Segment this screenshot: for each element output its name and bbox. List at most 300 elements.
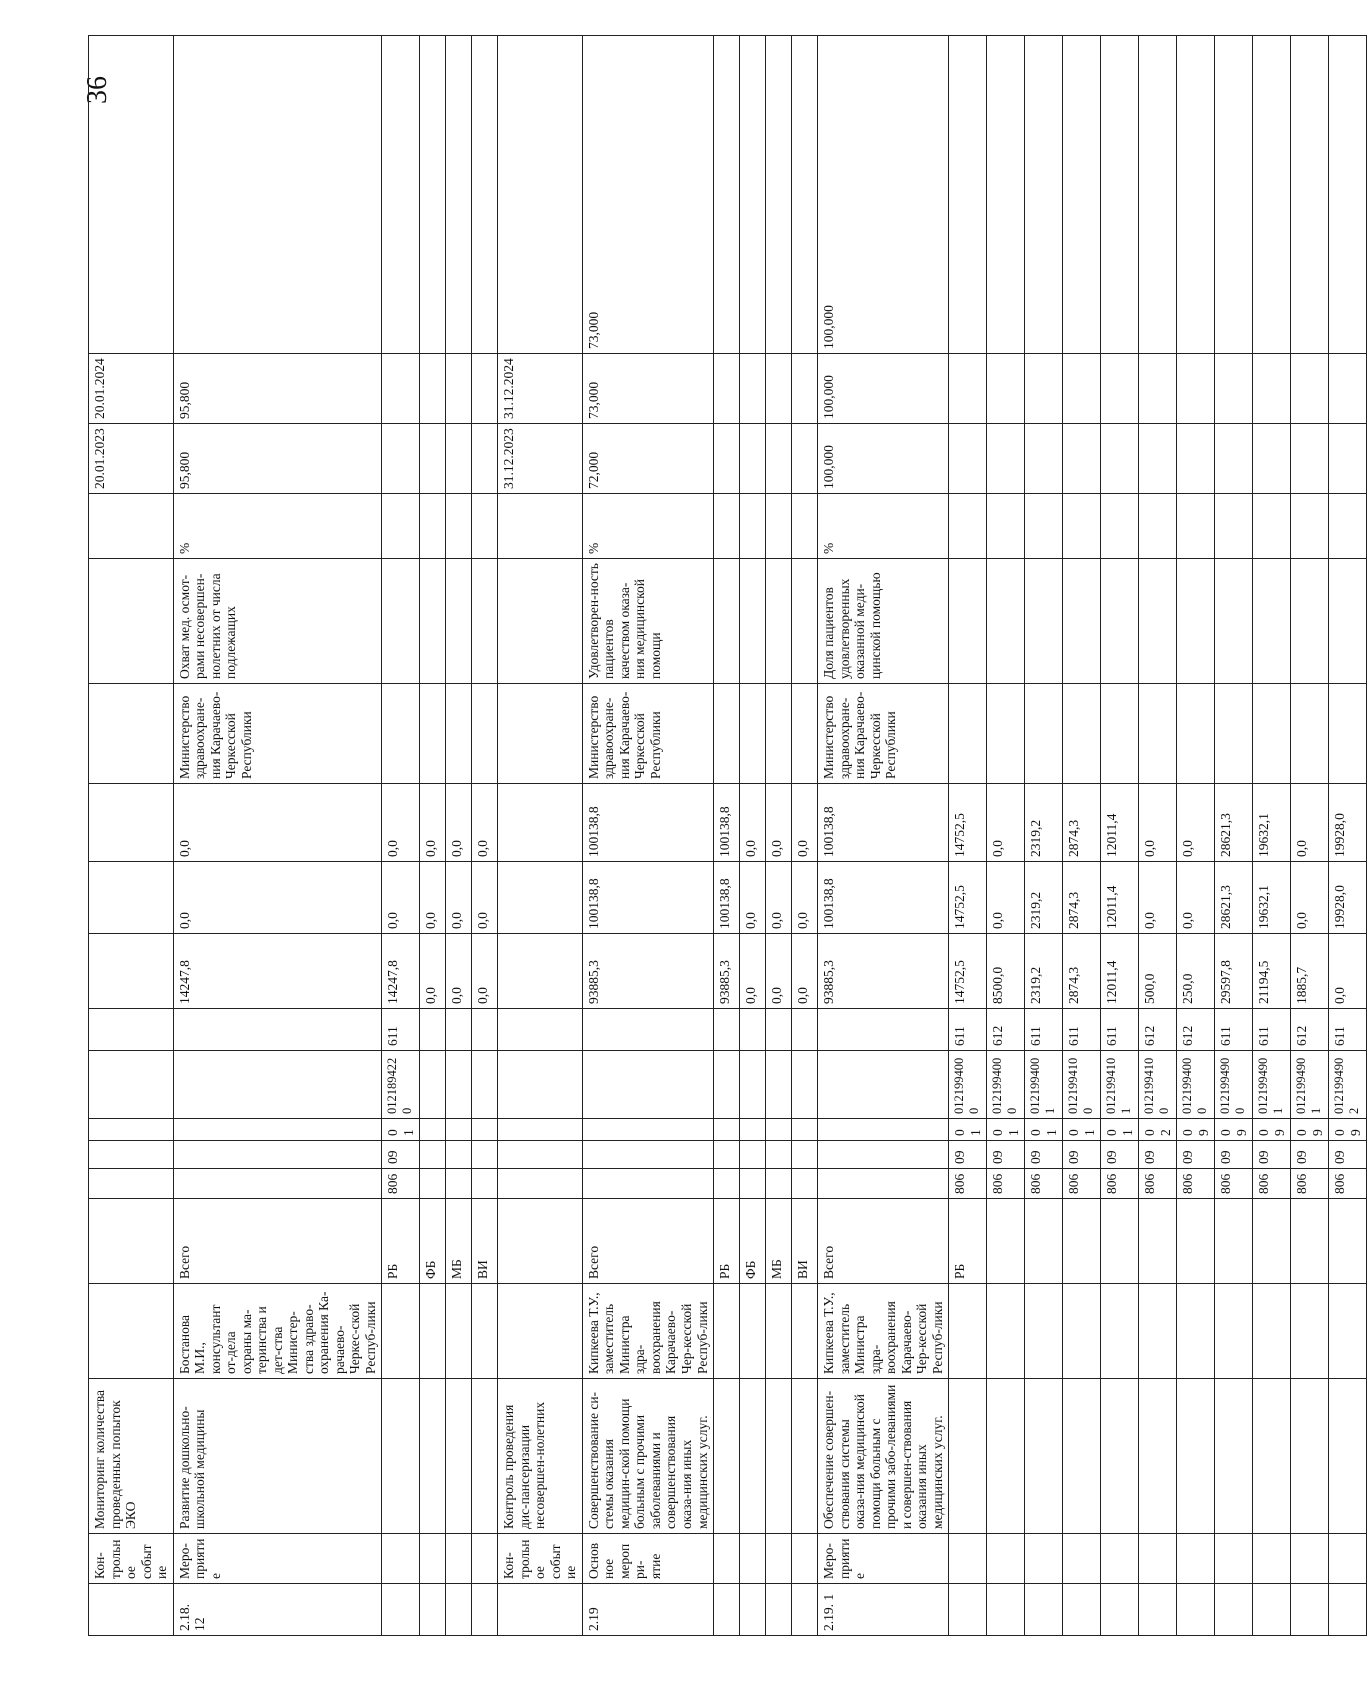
cell-num xyxy=(987,1584,1025,1636)
cell-rz: 09 xyxy=(949,1141,987,1169)
cell-type xyxy=(949,1534,987,1584)
cell-indicator: Удовлетворен-ность пациентов качеством оказа-ния медицинской помощи xyxy=(582,559,713,684)
cell-resp xyxy=(740,1284,766,1379)
cell-src: ВИ xyxy=(792,1199,818,1284)
cell-src xyxy=(1101,1199,1139,1284)
cell-pr: 01 xyxy=(1025,1119,1063,1141)
cell-s3: 14752,5 xyxy=(949,784,987,862)
cell-grbs xyxy=(446,1169,472,1199)
table-row xyxy=(1025,36,1063,1636)
cell-exec xyxy=(89,684,174,784)
cell-exec: Министерство здравоохране-ния Карачаево-Черкесской Республики xyxy=(582,684,713,784)
table-row xyxy=(582,36,713,1636)
cell-s3: 0,0 xyxy=(382,784,420,862)
cell-csr xyxy=(446,1051,472,1119)
cell-s1: 12011,4 xyxy=(1101,934,1139,1009)
cell-name xyxy=(382,1379,420,1534)
cell-num xyxy=(1253,1584,1291,1636)
cell-name xyxy=(740,1379,766,1534)
cell-indicator xyxy=(498,559,583,684)
cell-rz xyxy=(420,1141,446,1169)
cell-exec xyxy=(1063,684,1101,784)
cell-v3 xyxy=(714,36,740,354)
cell-type xyxy=(1329,1534,1367,1584)
cell-rz xyxy=(582,1141,713,1169)
cell-s2: 0,0 xyxy=(472,862,498,934)
cell-s1 xyxy=(89,934,174,1009)
cell-s3: 12011,4 xyxy=(1101,784,1139,862)
cell-s2: 0,0 xyxy=(740,862,766,934)
cell-exec xyxy=(1139,684,1177,784)
cell-v1: 72,000 xyxy=(582,424,713,494)
cell-unit xyxy=(1063,494,1101,559)
cell-type xyxy=(1291,1534,1329,1584)
cell-v3 xyxy=(949,36,987,354)
cell-csr: 012189422 0 xyxy=(382,1051,420,1119)
cell-unit xyxy=(792,494,818,559)
cell-csr: 012199490 2 xyxy=(1329,1051,1367,1119)
cell-exec xyxy=(472,684,498,784)
cell-vr xyxy=(740,1009,766,1051)
cell-resp xyxy=(420,1284,446,1379)
table-row xyxy=(1215,36,1253,1636)
cell-name xyxy=(949,1379,987,1534)
cell-num xyxy=(949,1584,987,1636)
table-row xyxy=(1291,36,1329,1636)
cell-rz xyxy=(818,1141,949,1169)
document-frame xyxy=(88,56,1363,1636)
cell-v3: 73,000 xyxy=(582,36,713,354)
cell-grbs xyxy=(420,1169,446,1199)
cell-v1 xyxy=(446,424,472,494)
cell-v1 xyxy=(472,424,498,494)
cell-resp: Кипкеева Т.У., заместитель Министра здра-воохранения Карачаево-Чер-кесской Респуб-лики xyxy=(818,1284,949,1379)
cell-s1: 0,0 xyxy=(766,934,792,1009)
cell-v1 xyxy=(740,424,766,494)
cell-vr xyxy=(420,1009,446,1051)
cell-src: РБ xyxy=(714,1199,740,1284)
cell-vr: 612 xyxy=(1177,1009,1215,1051)
cell-v3 xyxy=(472,36,498,354)
cell-v2: 95,800 xyxy=(173,354,382,424)
cell-s1: 0,0 xyxy=(446,934,472,1009)
cell-v1 xyxy=(714,424,740,494)
cell-v1: 100,000 xyxy=(818,424,949,494)
table-row xyxy=(792,36,818,1636)
cell-s3: 0,0 xyxy=(420,784,446,862)
cell-v2 xyxy=(472,354,498,424)
cell-pr xyxy=(792,1119,818,1141)
cell-v2 xyxy=(382,354,420,424)
cell-resp xyxy=(89,1284,174,1379)
cell-csr xyxy=(173,1051,382,1119)
cell-s1: 14752,5 xyxy=(949,934,987,1009)
cell-type xyxy=(1025,1534,1063,1584)
cell-s2: 0,0 xyxy=(382,862,420,934)
cell-unit: % xyxy=(818,494,949,559)
cell-name xyxy=(1329,1379,1367,1534)
cell-s2: 0,0 xyxy=(1177,862,1215,934)
cell-v2 xyxy=(740,354,766,424)
cell-rz xyxy=(740,1141,766,1169)
cell-s3: 19632,1 xyxy=(1253,784,1291,862)
cell-indicator xyxy=(472,559,498,684)
cell-unit xyxy=(1329,494,1367,559)
cell-name xyxy=(766,1379,792,1534)
cell-type xyxy=(420,1534,446,1584)
cell-grbs: 806 xyxy=(1291,1169,1329,1199)
cell-src: Всего xyxy=(582,1199,713,1284)
cell-name xyxy=(714,1379,740,1534)
cell-rz: 09 xyxy=(1063,1141,1101,1169)
cell-unit: % xyxy=(173,494,382,559)
cell-num xyxy=(1139,1584,1177,1636)
cell-v2: 73,000 xyxy=(582,354,713,424)
cell-s1: 1885,7 xyxy=(1291,934,1329,1009)
cell-unit xyxy=(498,494,583,559)
cell-rz xyxy=(472,1141,498,1169)
cell-resp xyxy=(1139,1284,1177,1379)
cell-pr xyxy=(714,1119,740,1141)
cell-s3: 0,0 xyxy=(1177,784,1215,862)
cell-type: Основное меропри-ятие xyxy=(582,1534,713,1584)
cell-v2 xyxy=(792,354,818,424)
cell-grbs xyxy=(173,1169,382,1199)
cell-s1: 93885,3 xyxy=(582,934,713,1009)
cell-num xyxy=(446,1584,472,1636)
cell-unit xyxy=(382,494,420,559)
cell-resp xyxy=(766,1284,792,1379)
cell-v2 xyxy=(1139,354,1177,424)
cell-s3: 0,0 xyxy=(766,784,792,862)
cell-vr: 611 xyxy=(1101,1009,1139,1051)
cell-vr xyxy=(792,1009,818,1051)
cell-pr xyxy=(818,1119,949,1141)
cell-num xyxy=(740,1584,766,1636)
cell-s1: 93885,3 xyxy=(818,934,949,1009)
cell-csr xyxy=(498,1051,583,1119)
cell-v1 xyxy=(1329,424,1367,494)
cell-v1 xyxy=(1063,424,1101,494)
cell-name xyxy=(420,1379,446,1534)
cell-src xyxy=(1139,1199,1177,1284)
cell-name: Контроль проведения дис-пансеризации несовершен-нолетних xyxy=(498,1379,583,1534)
cell-num xyxy=(420,1584,446,1636)
cell-v3 xyxy=(1101,36,1139,354)
cell-csr: 012199410 0 xyxy=(1139,1051,1177,1119)
cell-type: Меро-приятие xyxy=(173,1534,382,1584)
cell-pr: 01 xyxy=(987,1119,1025,1141)
cell-rz: 09 xyxy=(1215,1141,1253,1169)
cell-src xyxy=(1215,1199,1253,1284)
cell-indicator xyxy=(1253,559,1291,684)
cell-pr: 01 xyxy=(382,1119,420,1141)
cell-src: РБ xyxy=(382,1199,420,1284)
cell-src xyxy=(89,1199,174,1284)
table-row xyxy=(987,36,1025,1636)
cell-s2: 0,0 xyxy=(446,862,472,934)
cell-v3 xyxy=(1215,36,1253,354)
cell-s1: 0,0 xyxy=(420,934,446,1009)
cell-s1: 8500,0 xyxy=(987,934,1025,1009)
cell-grbs: 806 xyxy=(1025,1169,1063,1199)
cell-resp xyxy=(1291,1284,1329,1379)
cell-type xyxy=(792,1534,818,1584)
cell-unit xyxy=(1291,494,1329,559)
cell-num: 2.19. 1 xyxy=(818,1584,949,1636)
cell-type xyxy=(714,1534,740,1584)
cell-vr: 612 xyxy=(1291,1009,1329,1051)
cell-grbs: 806 xyxy=(1253,1169,1291,1199)
cell-s3: 0,0 xyxy=(792,784,818,862)
cell-indicator xyxy=(949,559,987,684)
cell-s3: 0,0 xyxy=(987,784,1025,862)
cell-vr: 611 xyxy=(1253,1009,1291,1051)
cell-src xyxy=(1063,1199,1101,1284)
cell-exec: Министерство здравоохране-ния Карачаево-Черкесской Республики xyxy=(173,684,382,784)
cell-v1 xyxy=(987,424,1025,494)
table-row xyxy=(1177,36,1215,1636)
cell-resp xyxy=(792,1284,818,1379)
cell-num xyxy=(792,1584,818,1636)
cell-grbs xyxy=(582,1169,713,1199)
cell-s1: 0,0 xyxy=(740,934,766,1009)
cell-exec xyxy=(987,684,1025,784)
cell-grbs: 806 xyxy=(1139,1169,1177,1199)
cell-grbs xyxy=(818,1169,949,1199)
cell-csr xyxy=(714,1051,740,1119)
table-row xyxy=(420,36,446,1636)
cell-s1: 21194,5 xyxy=(1253,934,1291,1009)
cell-s1: 2319,2 xyxy=(1025,934,1063,1009)
cell-v1: 95,800 xyxy=(173,424,382,494)
cell-s3: 100138,8 xyxy=(714,784,740,862)
cell-pr: 09 xyxy=(1215,1119,1253,1141)
cell-pr: 09 xyxy=(1291,1119,1329,1141)
cell-s3: 0,0 xyxy=(173,784,382,862)
cell-csr: 012199400 1 xyxy=(1025,1051,1063,1119)
cell-indicator xyxy=(1025,559,1063,684)
cell-rz: 09 xyxy=(1253,1141,1291,1169)
cell-indicator: Охват мед. осмот-рами несовершен-нолетних от числа подлежащих xyxy=(173,559,382,684)
cell-src: Всего xyxy=(818,1199,949,1284)
cell-resp xyxy=(446,1284,472,1379)
cell-num xyxy=(1291,1584,1329,1636)
cell-indicator xyxy=(1063,559,1101,684)
cell-type xyxy=(1139,1534,1177,1584)
cell-resp xyxy=(1329,1284,1367,1379)
cell-indicator xyxy=(1139,559,1177,684)
cell-vr xyxy=(818,1009,949,1051)
cell-vr: 611 xyxy=(1025,1009,1063,1051)
cell-csr xyxy=(792,1051,818,1119)
cell-s2: 100138,8 xyxy=(818,862,949,934)
cell-s2: 0,0 xyxy=(1139,862,1177,934)
table-row xyxy=(498,36,583,1636)
cell-exec: Министерство здравоохране-ния Карачаево-Черкесской Республики xyxy=(818,684,949,784)
cell-v3 xyxy=(1139,36,1177,354)
cell-src: МБ xyxy=(766,1199,792,1284)
cell-s1: 250,0 xyxy=(1177,934,1215,1009)
table-row xyxy=(382,36,420,1636)
cell-v2 xyxy=(446,354,472,424)
cell-exec xyxy=(446,684,472,784)
cell-s3: 0,0 xyxy=(446,784,472,862)
cell-type xyxy=(382,1534,420,1584)
cell-v2: 100,000 xyxy=(818,354,949,424)
cell-s1: 0,0 xyxy=(472,934,498,1009)
cell-num xyxy=(1329,1584,1367,1636)
cell-v3 xyxy=(1025,36,1063,354)
cell-s1: 29597,8 xyxy=(1215,934,1253,1009)
cell-vr xyxy=(714,1009,740,1051)
cell-exec xyxy=(1215,684,1253,784)
cell-csr xyxy=(472,1051,498,1119)
cell-num xyxy=(89,1584,174,1636)
cell-v1 xyxy=(949,424,987,494)
cell-exec xyxy=(1101,684,1139,784)
cell-csr: 012199410 0 xyxy=(1063,1051,1101,1119)
cell-pr: 09 xyxy=(1253,1119,1291,1141)
cell-csr xyxy=(766,1051,792,1119)
cell-type xyxy=(1177,1534,1215,1584)
cell-pr xyxy=(582,1119,713,1141)
cell-name: Развитие дошкольно-школьной медицины xyxy=(173,1379,382,1534)
cell-name xyxy=(1177,1379,1215,1534)
cell-csr xyxy=(740,1051,766,1119)
cell-v3 xyxy=(498,36,583,354)
cell-v3 xyxy=(766,36,792,354)
cell-rz: 09 xyxy=(1329,1141,1367,1169)
table-row xyxy=(1063,36,1101,1636)
cell-s1: 14247,8 xyxy=(173,934,382,1009)
cell-name: Мониторинг количества проведенных попыток ЭКО xyxy=(89,1379,174,1534)
cell-num xyxy=(1063,1584,1101,1636)
cell-s2: 2874,3 xyxy=(1063,862,1101,934)
table-row xyxy=(472,36,498,1636)
cell-exec xyxy=(1329,684,1367,784)
cell-indicator xyxy=(1215,559,1253,684)
cell-resp xyxy=(472,1284,498,1379)
cell-resp: Бостанова М.И., консультант от-дела охраны ма-теринства и дет-ства Министер-ства здраво-охранения Ка-рачаево-Черкес-ской Респуб-лики xyxy=(173,1284,382,1379)
cell-type xyxy=(987,1534,1025,1584)
cell-unit xyxy=(987,494,1025,559)
cell-num xyxy=(1215,1584,1253,1636)
table-row xyxy=(1139,36,1177,1636)
cell-s2: 19928,0 xyxy=(1329,862,1367,934)
cell-resp xyxy=(382,1284,420,1379)
cell-v2 xyxy=(420,354,446,424)
cell-vr: 611 xyxy=(949,1009,987,1051)
cell-name: Обеспечение совершен-ствования системы оказа-ния медицинской помощи больным с прочими забо-леваниями и совершен-ствования оказания иных медицинских услуг. xyxy=(818,1379,949,1534)
cell-v2 xyxy=(1177,354,1215,424)
cell-grbs xyxy=(792,1169,818,1199)
cell-v1 xyxy=(1177,424,1215,494)
cell-name: Совершенствование си-стемы оказания медицин-ской помощи больным с прочими заболеваниями и совершенствования оказа-ния иных медицинских услуг. xyxy=(582,1379,713,1534)
table-row xyxy=(89,36,174,1636)
cell-unit xyxy=(89,494,174,559)
cell-s2: 19632,1 xyxy=(1253,862,1291,934)
cell-unit xyxy=(740,494,766,559)
table-row xyxy=(1101,36,1139,1636)
cell-num xyxy=(472,1584,498,1636)
table-row xyxy=(740,36,766,1636)
cell-csr: 012199490 0 xyxy=(1215,1051,1253,1119)
cell-s2: 2319,2 xyxy=(1025,862,1063,934)
cell-src: ФБ xyxy=(740,1199,766,1284)
cell-csr: 012199490 1 xyxy=(1291,1051,1329,1119)
page-number: 36 xyxy=(82,76,113,104)
cell-grbs xyxy=(498,1169,583,1199)
table-row xyxy=(1329,36,1367,1636)
cell-src xyxy=(1025,1199,1063,1284)
cell-s3: 0,0 xyxy=(1291,784,1329,862)
cell-rz xyxy=(89,1141,174,1169)
cell-v3: 100,000 xyxy=(818,36,949,354)
cell-resp xyxy=(1025,1284,1063,1379)
table-row xyxy=(173,36,382,1636)
cell-s3: 0,0 xyxy=(740,784,766,862)
cell-exec xyxy=(498,684,583,784)
cell-exec xyxy=(420,684,446,784)
cell-pr: 01 xyxy=(949,1119,987,1141)
cell-csr: 012199400 0 xyxy=(987,1051,1025,1119)
cell-num xyxy=(714,1584,740,1636)
cell-v3 xyxy=(173,36,382,354)
cell-s2: 28621,3 xyxy=(1215,862,1253,934)
cell-s3 xyxy=(89,784,174,862)
cell-v3 xyxy=(1063,36,1101,354)
cell-grbs: 806 xyxy=(382,1169,420,1199)
cell-csr: 012199410 1 xyxy=(1101,1051,1139,1119)
cell-s2: 12011,4 xyxy=(1101,862,1139,934)
cell-name xyxy=(792,1379,818,1534)
cell-v1: 20.01.2023 xyxy=(89,424,174,494)
cell-vr xyxy=(498,1009,583,1051)
cell-pr xyxy=(420,1119,446,1141)
cell-grbs: 806 xyxy=(1329,1169,1367,1199)
cell-pr: 02 xyxy=(1139,1119,1177,1141)
cell-v2 xyxy=(987,354,1025,424)
cell-s2 xyxy=(498,862,583,934)
cell-vr xyxy=(89,1009,174,1051)
cell-s2: 0,0 xyxy=(420,862,446,934)
cell-v2 xyxy=(766,354,792,424)
cell-indicator xyxy=(382,559,420,684)
cell-v1 xyxy=(1291,424,1329,494)
cell-type xyxy=(1215,1534,1253,1584)
cell-name xyxy=(987,1379,1025,1534)
cell-v2 xyxy=(714,354,740,424)
cell-src: Всего xyxy=(173,1199,382,1284)
cell-indicator xyxy=(987,559,1025,684)
cell-type: Кон-трольное событие xyxy=(498,1534,583,1584)
cell-grbs: 806 xyxy=(1215,1169,1253,1199)
cell-csr xyxy=(582,1051,713,1119)
cell-s3: 100138,8 xyxy=(582,784,713,862)
cell-v1 xyxy=(1101,424,1139,494)
cell-v3 xyxy=(792,36,818,354)
cell-name xyxy=(1139,1379,1177,1534)
cell-v1 xyxy=(382,424,420,494)
cell-type: Кон-трольное событие xyxy=(89,1534,174,1584)
cell-s3: 0,0 xyxy=(1139,784,1177,862)
cell-v1 xyxy=(1215,424,1253,494)
cell-csr xyxy=(420,1051,446,1119)
cell-rz xyxy=(498,1141,583,1169)
cell-s2: 100138,8 xyxy=(714,862,740,934)
cell-vr: 611 xyxy=(382,1009,420,1051)
